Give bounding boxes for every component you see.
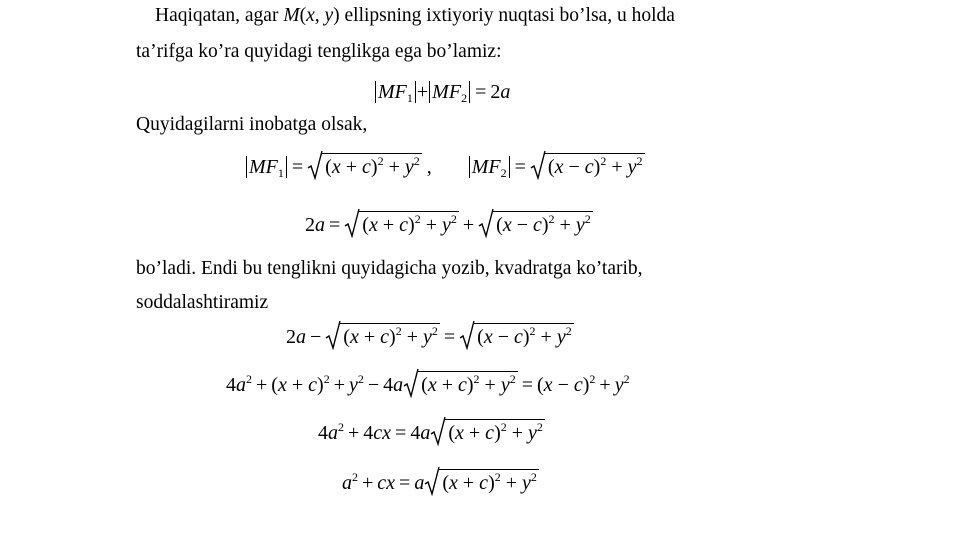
coord-separator: , <box>314 5 325 26</box>
point-m: M <box>283 5 300 26</box>
equation-3: 2a = $(x + c)^2 + y^2$ + $(x - c)^2 + y^2$ <box>305 211 593 241</box>
equation-2: $MF_1$ = $(x + c)^2 + y^2$ , $MF_2$ = $(x - c)^2 + y^2$ <box>245 153 645 183</box>
paragraph-1-line-1 <box>155 4 675 28</box>
text-tail: ellipsning ixtiyoriy nuqtasi bo’lsa, u holda <box>339 5 675 26</box>
paragraph-2: Quyidagilarni inobatga olsak, <box>136 114 368 135</box>
equation-5: $4a^2 + (x + c)^2 + y^2 - 4a$ $(x + c)^2 + y^2 = (x - c)^2 + y^2$ <box>226 371 630 401</box>
paragraph-3-line-1: bo’ladi. Endi bu tenglikni quyidagicha yozib, kvadratga ko’tarib, <box>136 258 643 279</box>
text-lead: Haqiqatan, agar <box>155 5 284 26</box>
equation-4: 2a − $(x + c)^2 + y^2$ = $(x - c)^2 + y^2$ <box>286 323 574 353</box>
equation-7: $a^2$ + cx = a $(x + c)^2 + y^2$ <box>342 469 539 499</box>
coord-x: x <box>306 5 315 26</box>
equation-1: $MF_1 + MF_2 = 2a$ <box>374 79 510 109</box>
paren-open: ( <box>299 5 307 26</box>
paragraph-1-line-2: ta’rifga ko’ra quyidagi tenglikga ega bo’lamiz: <box>136 41 502 62</box>
paren-close: ) <box>333 5 340 26</box>
equation-6: $4a^2 + 4cx = 4a$ $(x + c)^2 + y^2$ <box>318 419 545 449</box>
paragraph-3-line-2: soddalashtiramiz <box>136 292 269 313</box>
coord-y: y <box>324 5 334 26</box>
